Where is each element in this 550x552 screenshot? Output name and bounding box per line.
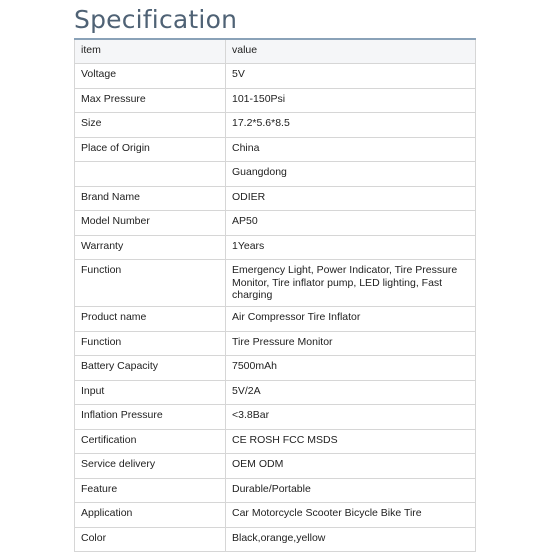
- page-title: Specification: [74, 5, 238, 34]
- table-body: [75, 64, 476, 552]
- value-cell: 1Years: [226, 235, 476, 260]
- value-cell: China: [226, 137, 476, 162]
- table-row: [75, 64, 476, 89]
- table-row: [75, 235, 476, 260]
- value-cell: AP50: [226, 211, 476, 236]
- specification-table: [74, 38, 476, 552]
- item-cell: Service delivery: [75, 454, 226, 479]
- item-cell: Model Number: [75, 211, 226, 236]
- item-cell: Battery Capacity: [75, 356, 226, 381]
- value-cell: 17.2*5.6*8.5: [226, 113, 476, 138]
- table-row: [75, 380, 476, 405]
- item-cell: Brand Name: [75, 186, 226, 211]
- table-row: [75, 331, 476, 356]
- item-cell: Certification: [75, 429, 226, 454]
- value-cell: Emergency Light, Power Indicator, Tire Pressure Monitor, Tire inflator pump, LED lighting, Fast charging: [226, 260, 476, 307]
- table-header-row: [75, 39, 476, 64]
- table-row: [75, 503, 476, 528]
- table-row: [75, 478, 476, 503]
- table-row: [75, 527, 476, 552]
- table-row: [75, 186, 476, 211]
- value-cell: Durable/Portable: [226, 478, 476, 503]
- table-row: [75, 454, 476, 479]
- table-row: [75, 356, 476, 381]
- table-row: [75, 211, 476, 236]
- value-cell: <3.8Bar: [226, 405, 476, 430]
- table-row: [75, 307, 476, 332]
- value-cell: Guangdong: [226, 162, 476, 187]
- table-header: [75, 39, 476, 64]
- item-cell: Warranty: [75, 235, 226, 260]
- value-cell: ODIER: [226, 186, 476, 211]
- item-cell: Application: [75, 503, 226, 528]
- value-cell: OEM ODM: [226, 454, 476, 479]
- value-cell: 101-150Psi: [226, 88, 476, 113]
- table-row: [75, 137, 476, 162]
- item-cell: Inflation Pressure: [75, 405, 226, 430]
- table-row: [75, 429, 476, 454]
- item-cell: Feature: [75, 478, 226, 503]
- value-cell: CE ROSH FCC MSDS: [226, 429, 476, 454]
- value-cell: 5V: [226, 64, 476, 89]
- item-cell: Size: [75, 113, 226, 138]
- item-cell: Function: [75, 260, 226, 307]
- table-row: [75, 88, 476, 113]
- value-cell: Black,orange,yellow: [226, 527, 476, 552]
- value-cell: Car Motorcycle Scooter Bicycle Bike Tire: [226, 503, 476, 528]
- table-row: [75, 162, 476, 187]
- item-cell: Input: [75, 380, 226, 405]
- item-cell: Place of Origin: [75, 137, 226, 162]
- table-row: [75, 405, 476, 430]
- value-cell: 5V/2A: [226, 380, 476, 405]
- value-cell: Air Compressor Tire Inflator: [226, 307, 476, 332]
- item-cell: [75, 162, 226, 187]
- item-cell: Function: [75, 331, 226, 356]
- table-row: [75, 260, 476, 307]
- item-cell: Max Pressure: [75, 88, 226, 113]
- item-cell: Color: [75, 527, 226, 552]
- column-header-item: item: [75, 39, 226, 64]
- item-cell: Voltage: [75, 64, 226, 89]
- value-cell: Tire Pressure Monitor: [226, 331, 476, 356]
- value-cell: 7500mAh: [226, 356, 476, 381]
- table-row: [75, 113, 476, 138]
- column-header-value: value: [226, 39, 476, 64]
- item-cell: Product name: [75, 307, 226, 332]
